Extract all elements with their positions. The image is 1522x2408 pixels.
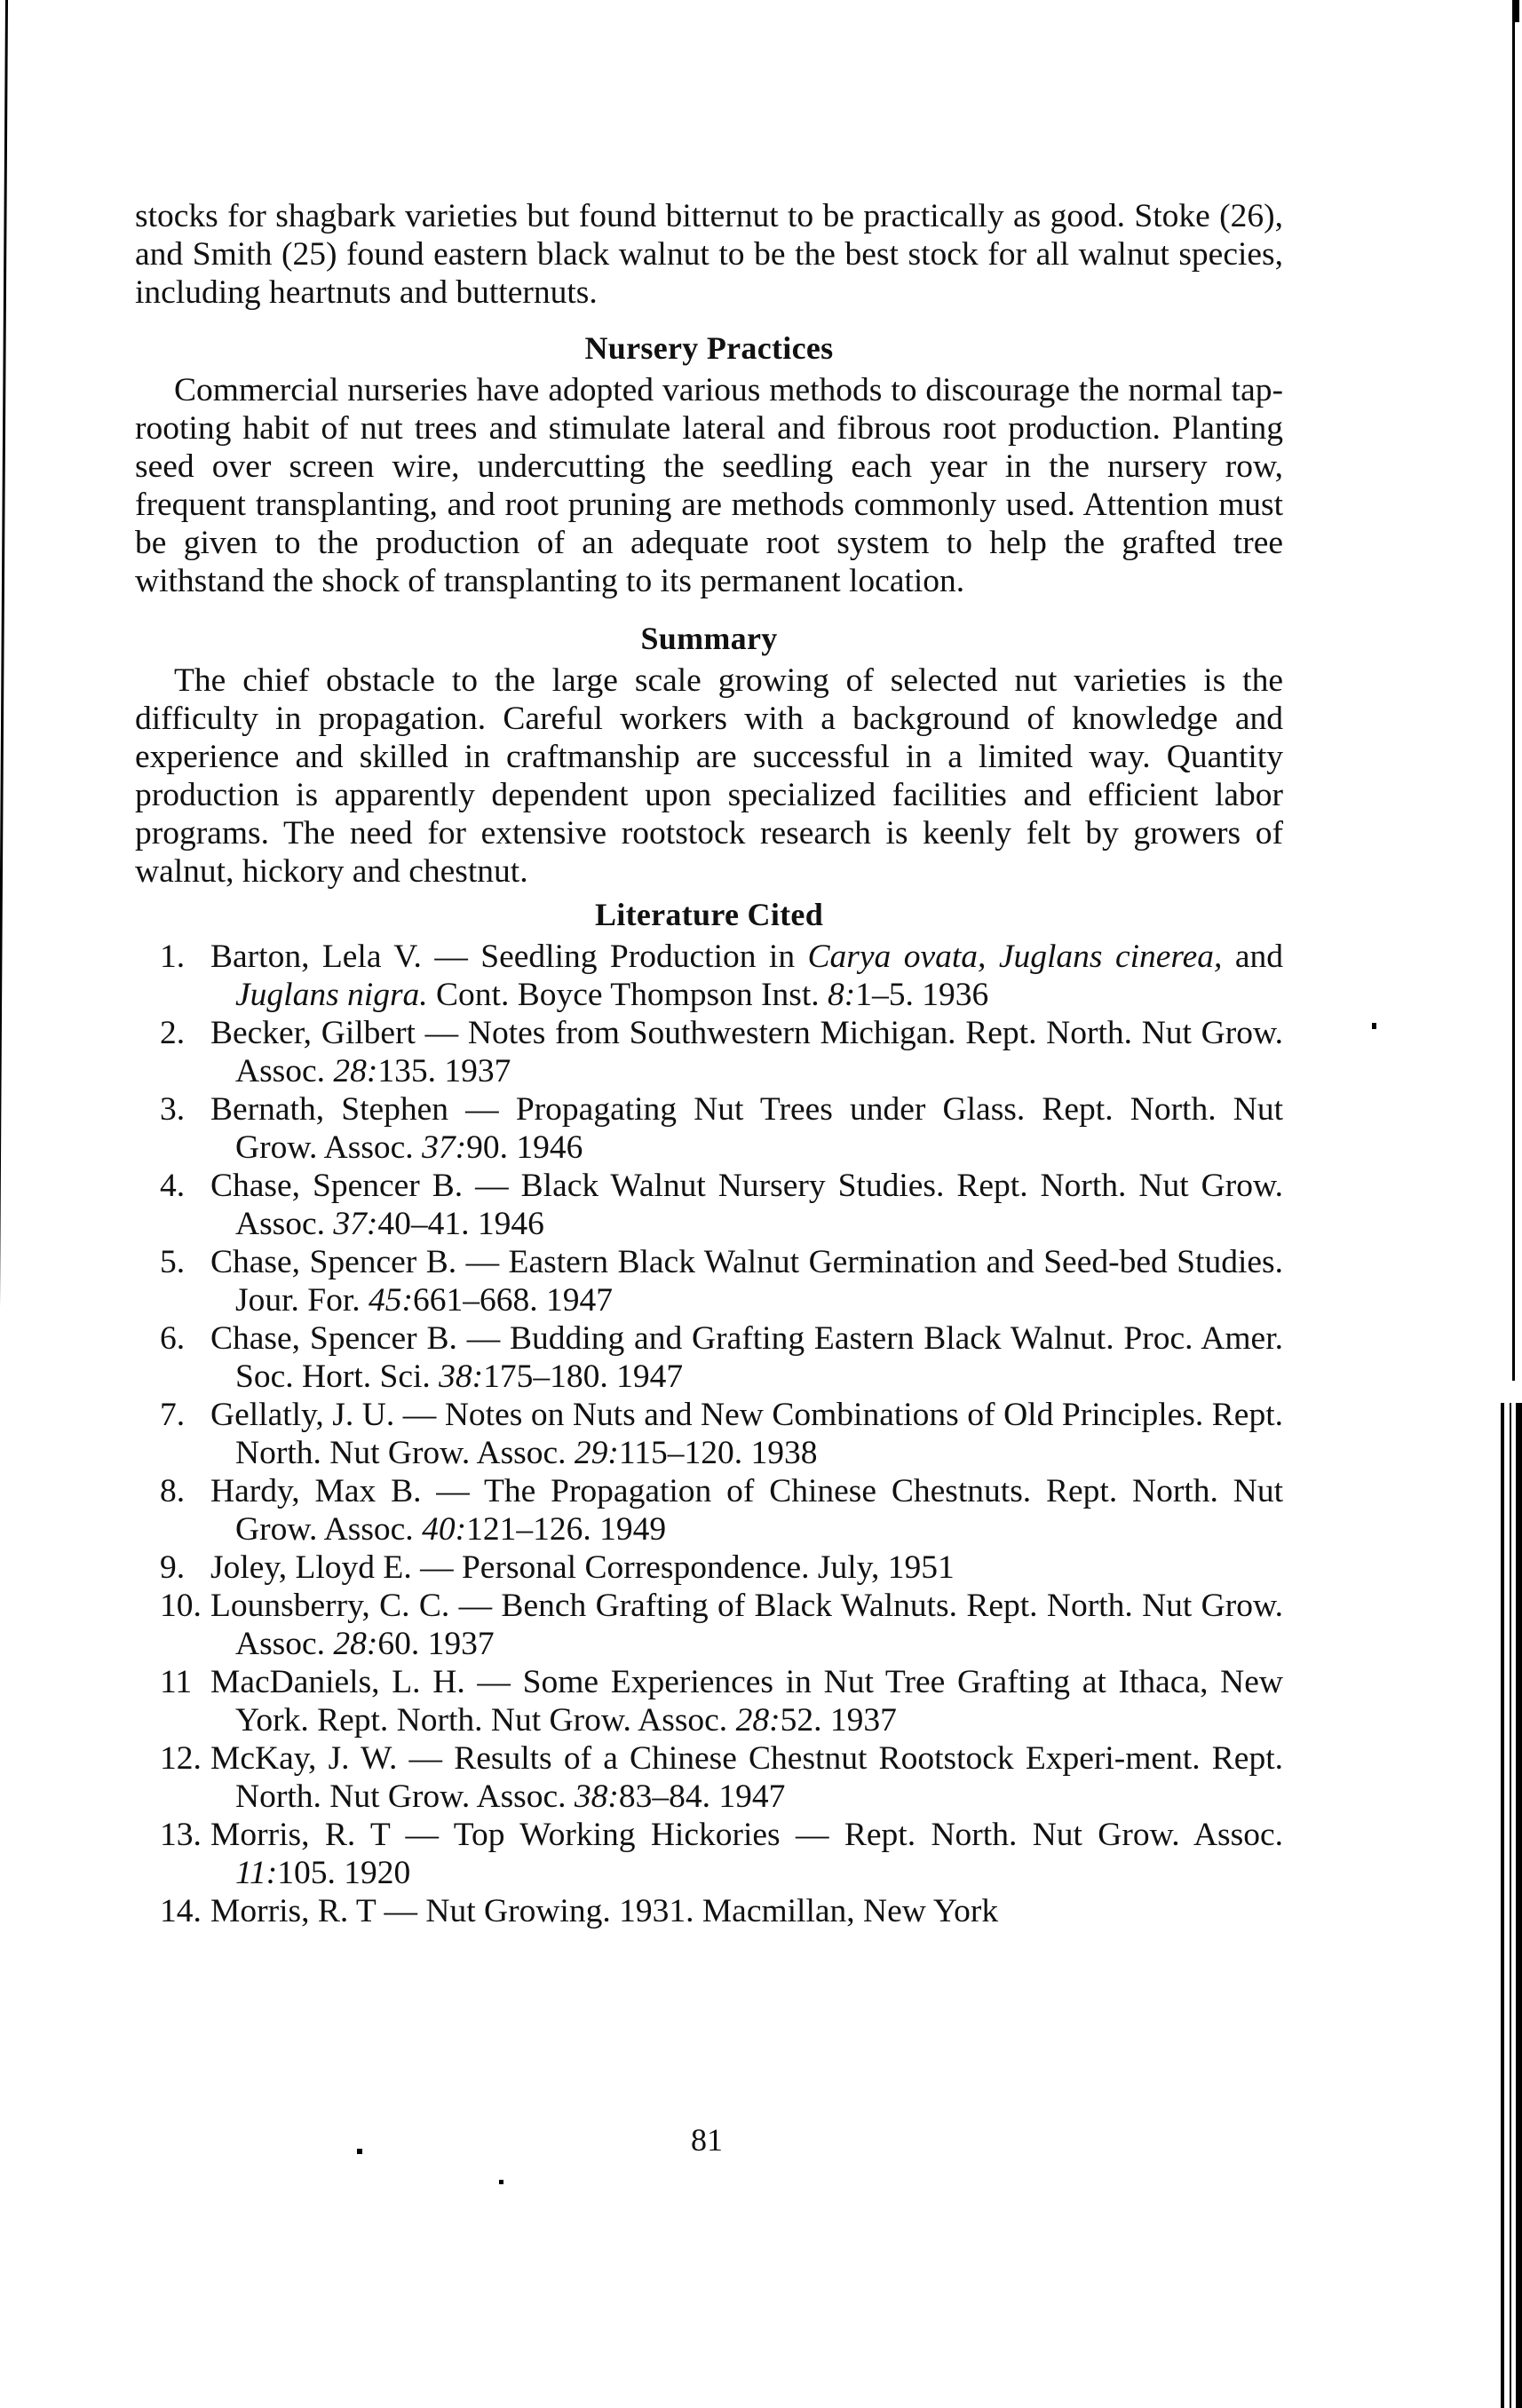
reference-number: 10. (160, 1588, 202, 1624)
reference-italic-text: 40: (422, 1511, 467, 1548)
scan-speck (499, 2180, 503, 2184)
reference-number: 14. (160, 1893, 202, 1929)
reference-item (135, 1167, 1283, 1243)
reference-text: McKay, J. W. — Results of a Chinese Chestnut Rootstock Experi-ment. Rept. North. Nut Grow. Assoc. (210, 1740, 1283, 1815)
section-heading-summary: Summary (640, 621, 778, 656)
reference-text: Lounsberry, C. C. — Bench Grafting of Black Walnuts. Rept. North. Nut Grow. Assoc. (210, 1588, 1283, 1662)
reference-text: 52. 1937 (780, 1702, 897, 1739)
reference-text: 135. 1937 (377, 1053, 511, 1089)
nursery-practices-paragraph: Commercial nurseries have adopted various methods to discourage the normal tap-rooting habit of nut trees and stimulate lateral and fibrous root production. Planting seed over screen wire, undercutting the seedling each year in the nursery row, frequent transplanting, and root pruning are methods commonly used. Attention must be given to the production of an adequate root system to help the grafted tree withstand the shock of transplanting to its permanent location. (135, 372, 1283, 599)
intro-paragraph: stocks for shagbark varieties but found bitternut to be practically as good. Stoke (26), and Smith (25) found eastern black walnut to be the best stock for all walnut species, including heartnuts and butternuts. (135, 198, 1283, 311)
page-body (135, 197, 1283, 1930)
reference-italic-text: 28: (735, 1702, 781, 1739)
references-list (135, 938, 1283, 1930)
reference-italic-text: 8: (828, 977, 856, 1013)
reference-number: 12. (160, 1740, 202, 1777)
reference-italic-text: 45: (369, 1282, 414, 1319)
reference-item (135, 1663, 1283, 1739)
section-heading-nursery-practices: Nursery Practices (584, 330, 834, 366)
reference-number: 9. (160, 1549, 186, 1586)
reference-number: 13. (160, 1817, 202, 1853)
scan-speck (357, 2149, 362, 2154)
reference-text: and (1222, 939, 1283, 975)
reference-italic-text: 38: (574, 1778, 619, 1815)
reference-text: Morris, R. T — Top Working Hickories — Rept. North. Nut Grow. Assoc. (210, 1817, 1283, 1853)
reference-text: 175–180. 1947 (483, 1358, 684, 1395)
reference-text: 105. 1920 (277, 1855, 411, 1891)
reference-number: 4. (160, 1168, 186, 1204)
reference-text: 60. 1937 (377, 1626, 495, 1662)
reference-item (135, 1319, 1283, 1396)
reference-item (135, 1243, 1283, 1319)
reference-number: 1. (160, 939, 186, 975)
reference-number: 5. (160, 1244, 186, 1280)
reference-text: 121–126. 1949 (466, 1511, 667, 1548)
scan-border-right (1512, 22, 1515, 1381)
scan-border-left (0, 0, 8, 2131)
reference-item (135, 1014, 1283, 1090)
reference-text: MacDaniels, L. H. — Some Experiences in Nut Tree Grafting at Ithaca, New York. Rept. North. Nut Grow. Assoc. (210, 1664, 1283, 1739)
reference-text: Chase, Spencer B. — Eastern Black Walnut Germination and Seed-bed Studies. Jour. For. (210, 1244, 1283, 1319)
reference-number: 8. (160, 1473, 186, 1509)
scan-speck (1372, 1023, 1376, 1029)
summary-paragraph: The chief obstacle to the large scale growing of selected nut varieties is the difficulty in propagation. Careful workers with a background of knowledge and experience and skilled in craftmanship are successful in a limited way. Quantity production is apparently dependent upon specialized facilities and efficient labor programs. The need for extensive rootstock research is keenly felt by growers of walnut, hickory and chestnut. (135, 662, 1283, 890)
page-number: 81 (691, 2122, 723, 2158)
reference-item (135, 1549, 1283, 1587)
reference-item (135, 1396, 1283, 1472)
reference-italic-text: 11: (235, 1855, 278, 1891)
reference-italic-text: Juglans nigra. (235, 977, 428, 1013)
reference-number: 6. (160, 1320, 186, 1357)
reference-italic-text: Carya ovata, Juglans cinerea, (807, 939, 1223, 975)
section-heading-literature-cited: Literature Cited (594, 897, 824, 932)
reference-text: Barton, Lela V. — Seedling Production in (210, 939, 808, 975)
reference-item (135, 1739, 1283, 1816)
reference-text: Gellatly, J. U. — Notes on Nuts and New Combinations of Old Principles. Rept. North. Nut Grow. Assoc. (210, 1397, 1283, 1471)
reference-text: 40–41. 1946 (377, 1206, 544, 1242)
reference-item (135, 1816, 1283, 1892)
reference-italic-text: 38: (439, 1358, 484, 1395)
reference-italic-text: 28: (333, 1626, 378, 1662)
reference-number: 11 (160, 1664, 193, 1700)
reference-text: 661–668. 1947 (413, 1282, 614, 1319)
reference-text: 115–120. 1938 (618, 1435, 818, 1471)
reference-text: 1–5. 1936 (855, 977, 989, 1013)
scan-border-right-bars (1499, 1403, 1522, 2408)
reference-item (135, 1892, 1283, 1930)
reference-item (135, 1472, 1283, 1549)
reference-text: Chase, Spencer B. — Black Walnut Nursery Studies. Rept. North. Nut Grow. Assoc. (210, 1168, 1283, 1242)
reference-text: Hardy, Max B. — The Propagation of Chinese Chestnuts. Rept. North. Nut Grow. Assoc. (210, 1473, 1283, 1548)
reference-text: Chase, Spencer B. — Budding and Grafting Eastern Black Walnut. Proc. Amer. Soc. Hort. Sci. (210, 1320, 1283, 1395)
reference-italic-text: 37: (422, 1129, 467, 1166)
reference-number: 3. (160, 1091, 186, 1128)
reference-item (135, 1090, 1283, 1167)
reference-text: Cont. Boyce Thompson Inst. (427, 977, 828, 1013)
reference-text: Joley, Lloyd E. — Personal Correspondence. July, 1951 (210, 1549, 955, 1586)
reference-text: 83–84. 1947 (618, 1778, 786, 1815)
reference-text: 90. 1946 (466, 1129, 583, 1166)
reference-item (135, 1587, 1283, 1663)
reference-italic-text: 29: (574, 1435, 619, 1471)
reference-text: Bernath, Stephen — Propagating Nut Trees under Glass. Rept. North. Nut Grow. Assoc. (210, 1091, 1283, 1166)
reference-italic-text: 37: (333, 1206, 378, 1242)
reference-item (135, 938, 1283, 1014)
reference-number: 2. (160, 1015, 186, 1051)
reference-text: Becker, Gilbert — Notes from Southwestern Michigan. Rept. North. Nut Grow. Assoc. (210, 1015, 1283, 1089)
scan-border-right-top (1512, 0, 1519, 22)
reference-italic-text: 28: (333, 1053, 378, 1089)
reference-text: Morris, R. T — Nut Growing. 1931. Macmillan, New York (210, 1893, 999, 1929)
reference-number: 7. (160, 1397, 186, 1433)
